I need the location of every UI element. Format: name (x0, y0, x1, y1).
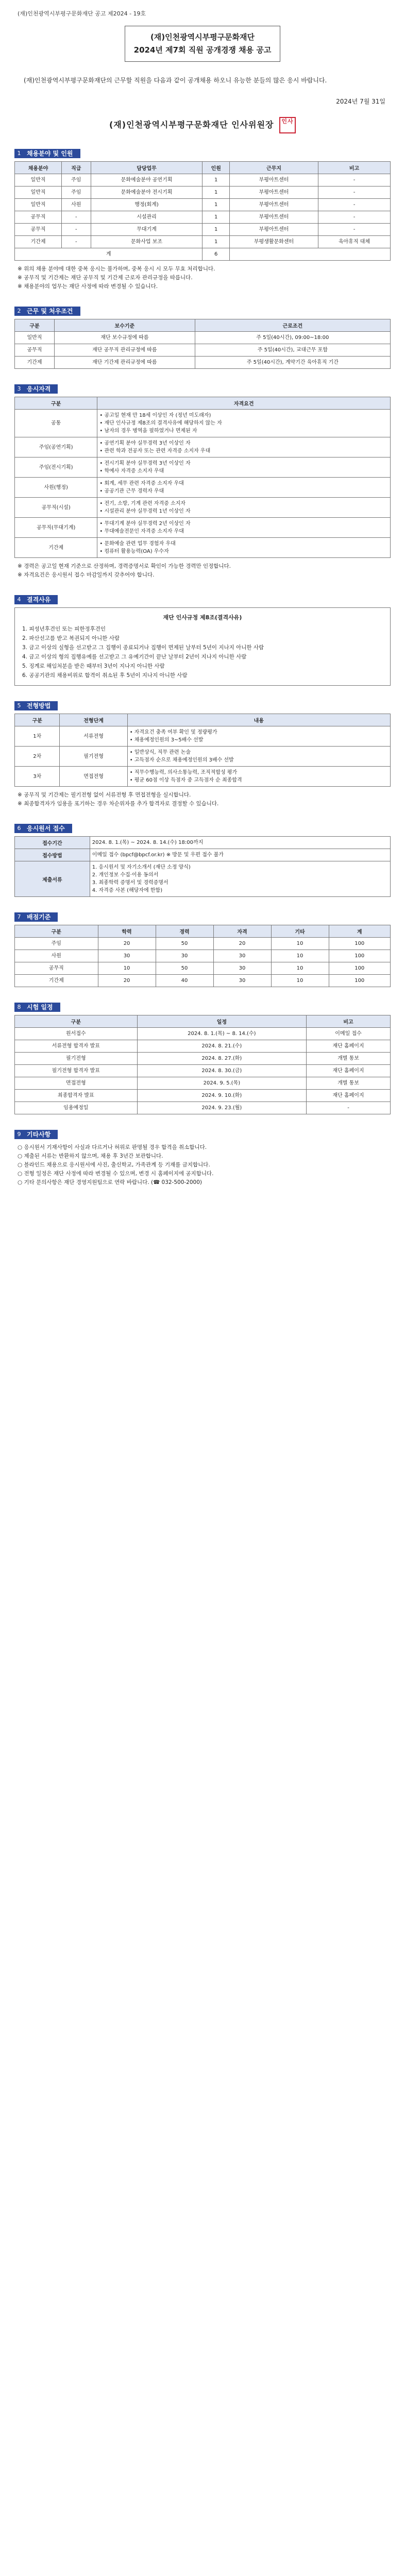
cell: 주임 (62, 174, 91, 187)
cell: 최종합격자 발표 (15, 1090, 138, 1102)
cell: 일반직 (15, 174, 62, 187)
cell: 공무직(무대기계) (15, 518, 97, 538)
table-row (15, 1028, 391, 1040)
table-row (15, 726, 391, 747)
section-number: 1 (14, 149, 24, 158)
cell: 100 (329, 962, 391, 975)
qual-notes (18, 562, 387, 580)
cell: 필기전형 합격자 발표 (15, 1065, 138, 1077)
cell: 2024. 9. 23.(월) (137, 1102, 306, 1114)
cell: 일반직 (15, 332, 55, 344)
cell: 개별 통보 (307, 1053, 391, 1065)
cell: 100 (329, 938, 391, 950)
note-line: ※ 경력은 공고일 현재 기준으로 산정하며, 경력증명서로 확인이 가능한 경력만 인정합니다. (18, 563, 231, 569)
table-row (15, 332, 391, 344)
note-line: ※ 최종합격자가 임용을 포기하는 경우 차순위자를 추가 합격자로 결정할 수 있습니다. (18, 801, 219, 807)
schedule-table (14, 1015, 391, 1114)
cell: 공무직 (15, 344, 55, 357)
cell: 사원(행정) (15, 478, 97, 498)
list-item: 3. 최종학력 증명서 및 경력증명서 (92, 880, 168, 886)
cell: 100 (329, 975, 391, 987)
table-row (15, 187, 391, 199)
table-row (15, 747, 391, 767)
note-line: ※ 위의 채용 분야에 대한 중복 응시는 불가하며, 중복 응시 시 모두 무효 처리합니다. (18, 266, 215, 272)
section-number: 5 (14, 701, 24, 710)
list-item: ○ 전형 일정은 재단 사정에 따라 변경될 수 있으며, 변경 시 홈페이지에 공지합니다. (18, 1171, 214, 1177)
table-row (15, 1102, 391, 1114)
cell: 주임 (15, 938, 98, 950)
list-item: 3. 금고 이상의 실형을 선고받고 그 집행이 종료되거나 집행이 면제된 날부터 5년이 지나지 아니한 사람 (22, 645, 264, 651)
cell: 부평아트센터 (229, 224, 318, 236)
table-row (15, 498, 391, 518)
cell: 40 (156, 975, 213, 987)
work-table (14, 319, 391, 369)
cell: • 회계, 세무 관련 자격증 소지자 우대 • 공공기관 근무 경력자 우대 (97, 478, 391, 498)
score-table (14, 925, 391, 987)
table-row (15, 1053, 391, 1065)
note-line: ※ 자격요건은 응시원서 접수 마감일까지 갖추어야 합니다. (18, 572, 155, 578)
list-item: 2. 파산선고를 받고 복권되지 아니한 사람 (22, 635, 120, 641)
cell: 10 (98, 962, 156, 975)
cell: 30 (213, 975, 271, 987)
section-number: 7 (14, 912, 24, 922)
cell: 재단 홈페이지 (307, 1065, 391, 1077)
cell: 20 (98, 975, 156, 987)
cell: 부평아트센터 (229, 187, 318, 199)
col-header: 비고 (307, 1015, 391, 1028)
section-header (14, 149, 391, 158)
table-row (15, 767, 391, 787)
method-table (14, 714, 391, 787)
cell: 원서접수 (15, 1028, 138, 1040)
cell: 10 (271, 950, 329, 962)
cell: 부평아트센터 (229, 174, 318, 187)
cell: 30 (156, 950, 213, 962)
cell: 계 (15, 248, 202, 261)
section-title: 기타사항 (24, 1130, 58, 1139)
intro-text: (재)인천광역시부평구문화재단의 근무할 직원을 다음과 같이 공개채용 하오니 유능한 분들의 많은 응시 바랍니다. (24, 77, 327, 84)
section-number: 4 (14, 595, 24, 604)
cell: 주임(전시기획) (15, 457, 97, 478)
cell: 주 5일(40시간), 09:00~18:00 (195, 332, 390, 344)
cell: 부평아트센터 (229, 211, 318, 224)
cell: 2024. 8. 21.(수) (137, 1040, 306, 1053)
title-org: (재)인천광역시부평구문화재단 (150, 32, 255, 42)
cell: 공무직 (15, 224, 62, 236)
cell: 재단 기간제 관리규정에 따름 (55, 357, 195, 369)
list-item: 6. 공공기관의 채용비위로 합격이 취소된 후 5년이 지나지 아니한 사람 (22, 672, 188, 679)
col-header: 자격 (213, 925, 271, 938)
col-header: 근로조건 (195, 319, 390, 332)
section-header (14, 912, 391, 922)
row-header: 접수기간 (15, 837, 90, 849)
table-row (15, 174, 391, 187)
list-item: ○ 응시원서 기재사항이 사실과 다르거나 허위로 판명될 경우 합격을 취소합니다. (18, 1144, 207, 1150)
cell: 무대기계 (91, 224, 202, 236)
table-row (15, 538, 391, 558)
cell: - (62, 224, 91, 236)
row-header: 제출서류 (15, 861, 90, 897)
table-row (15, 1090, 391, 1102)
list-item: 4. 금고 이상의 형의 집행유예를 선고받고 그 유예기간이 끝난 날부터 2년이 지나지 아니한 사람 (22, 654, 247, 660)
cell: 100 (329, 950, 391, 962)
cell: 개별 통보 (307, 1077, 391, 1090)
note-line: ※ 채용분야의 업무는 재단 사정에 따라 변경될 수 있습니다. (18, 283, 158, 290)
list-item: ○ 제출된 서류는 반환하지 않으며, 채용 후 3년간 보관합니다. (18, 1153, 163, 1159)
cell: - (318, 199, 391, 211)
table-row (15, 837, 391, 849)
cell: 30 (213, 962, 271, 975)
note-line: ※ 공무직 및 기간제는 필기전형 없이 서류전형 후 면접전형을 실시합니다. (18, 792, 191, 798)
table-row (15, 1077, 391, 1090)
section-title: 배점기준 (24, 912, 58, 922)
cell: 사원 (62, 199, 91, 211)
cell: • 문화예술 관련 업무 경험자 우대 • 컴퓨터 활용능력(OA) 우수자 (97, 538, 391, 558)
list-item: 1. 피성년후견인 또는 피한정후견인 (22, 626, 106, 632)
section-title: 응시원서 접수 (24, 824, 72, 833)
cell: 주 5일(40시간), 계약기간 육아휴직 기간 (195, 357, 390, 369)
col-header: 자격요건 (97, 397, 391, 410)
cell: • 무대기계 분야 실무경력 2년 이상인 자 • 무대예술전문인 자격증 소지자 우대 (97, 518, 391, 538)
col-header: 구분 (15, 925, 98, 938)
section-title: 채용분야 및 인원 (24, 149, 80, 158)
cell: 1 (202, 224, 230, 236)
method-notes (18, 791, 387, 808)
cell: 1 (202, 187, 230, 199)
cell: 2024. 8. 1.(목) ~ 8. 14.(수) (137, 1028, 306, 1040)
table-row (15, 344, 391, 357)
row-header: 접수방법 (15, 849, 90, 861)
cell: 행정(회계) (91, 199, 202, 211)
section-number: 6 (14, 824, 24, 833)
table-row (15, 849, 391, 861)
cell: - (318, 211, 391, 224)
cell: 2024. 9. 5.(목) (137, 1077, 306, 1090)
cell: 주임 (62, 187, 91, 199)
cell: 1 (202, 236, 230, 248)
cell: 공무직(시설) (15, 498, 97, 518)
cell: • 자격요건 충족 여부 확인 및 정량평가 • 채용예정인원의 3~5배수 선발 (127, 726, 390, 747)
cell: 재단 홈페이지 (307, 1040, 391, 1053)
col-header: 인원 (202, 162, 230, 174)
cell: 문화예술분야 공연기획 (91, 174, 202, 187)
cell: • 직무수행능력, 의사소통능력, 조직적합성 평가 • 평균 60점 이상 득점자 중 고득점자 순 최종합격 (127, 767, 390, 787)
table-row (15, 938, 391, 950)
cell: 시설관리 (91, 211, 202, 224)
cell (90, 861, 390, 897)
cell: 20 (98, 938, 156, 950)
cell: • 공연기획 분야 실무경력 3년 이상인 자 • 관련 학과 전공자 또는 관련 자격증 소지자 우대 (97, 437, 391, 457)
cell: 서류전형 (60, 726, 127, 747)
cell: 부평아트센터 (229, 199, 318, 211)
section-number: 3 (14, 384, 24, 394)
col-header: 일정 (137, 1015, 306, 1028)
cell: 2차 (15, 747, 60, 767)
cell: 주임(공연기획) (15, 437, 97, 457)
total-row (15, 248, 391, 261)
cell: 10 (271, 962, 329, 975)
cell: 공무직 (15, 211, 62, 224)
cell: - (62, 211, 91, 224)
table-row (15, 224, 391, 236)
cell: 10 (271, 975, 329, 987)
col-header: 학력 (98, 925, 156, 938)
cell: 기간제 (15, 357, 55, 369)
issuer-name: (재)인천광역시부평구문화재단 인사위원장 (109, 120, 274, 130)
cell: - (62, 236, 91, 248)
section-header (14, 595, 391, 604)
cell: 1 (202, 199, 230, 211)
notice-date: 2024년 7월 31일 (336, 98, 385, 105)
recruit-notes (18, 265, 387, 291)
cell: • 전시기획 분야 실무경력 3년 이상인 자 • 학예사 자격증 소지자 우대 (97, 457, 391, 478)
col-header: 구분 (15, 714, 60, 726)
cell: 문화예술분야 전시기획 (91, 187, 202, 199)
table-row (15, 199, 391, 211)
cell: 일반직 (15, 187, 62, 199)
col-header: 채용분야 (15, 162, 62, 174)
cell: 1 (202, 211, 230, 224)
cell: • 전기, 소방, 기계 관련 자격증 소지자 • 시설관리 분야 실무경력 1년 이상인 자 (97, 498, 391, 518)
etc-list (18, 1143, 387, 1187)
cell: 재단 공무직 관리규정에 따름 (55, 344, 195, 357)
cell: - (307, 1102, 391, 1114)
section-header (14, 307, 391, 316)
notice-number: (재)인천광역시부평구문화재단 공고 제2024 - 19호 (18, 10, 146, 17)
cell: 공통 (15, 410, 97, 437)
col-header: 기타 (271, 925, 329, 938)
cell: • 공고일 현재 만 18세 이상인 자 (정년 미도래자) • 재단 인사규정 제8조의 결격사유에 해당하지 않는 자 • 남자의 경우 병역을 필하였거나 면제된 자 (97, 410, 391, 437)
cell: • 일반상식, 직무 관련 논술 • 고득점자 순으로 채용예정인원의 3배수 선발 (127, 747, 390, 767)
cell: 10 (271, 938, 329, 950)
cell: 1 (202, 174, 230, 187)
notice-page (14, 0, 391, 1202)
table-row (15, 211, 391, 224)
col-header: 직급 (62, 162, 91, 174)
section-number: 9 (14, 1130, 24, 1139)
col-header: 전형단계 (60, 714, 127, 726)
cell: 20 (213, 938, 271, 950)
cell: 50 (156, 962, 213, 975)
cell: 재단 홈페이지 (307, 1090, 391, 1102)
cell: 1차 (15, 726, 60, 747)
box-title: 재단 인사규정 제8조(결격사유) (163, 614, 242, 621)
list-item: 2. 개인정보 수집·이용 동의서 (92, 872, 159, 878)
cell: 이메일 접수 (bpcf@bpcf.or.kr) ※ 방문 및 우편 접수 불가 (90, 849, 390, 861)
cell: 주 5일(40시간), 교대근무 포함 (195, 344, 390, 357)
cell (229, 248, 390, 261)
table-row (15, 478, 391, 498)
table-row (15, 950, 391, 962)
list-item: 1. 응시원서 및 자기소개서 (재단 소정 양식) (92, 865, 191, 870)
cell: 2024. 8. 30.(금) (137, 1065, 306, 1077)
section-header (14, 701, 391, 710)
table-row (15, 861, 391, 897)
table-row (15, 1065, 391, 1077)
cell: 사원 (15, 950, 98, 962)
cell: 필기전형 (60, 747, 127, 767)
table-row (15, 1040, 391, 1053)
note-line: ※ 공무직 및 기간제는 재단 공무직 및 기간제 근로자 관리규정을 따릅니다. (18, 275, 193, 281)
table-row (15, 962, 391, 975)
cell: 기간제 (15, 975, 98, 987)
cell: 6 (202, 248, 230, 261)
section-title: 근무 및 처우조건 (24, 307, 80, 316)
cell: 문화사업 보조 (91, 236, 202, 248)
cell: - (318, 174, 391, 187)
apply-table (14, 836, 391, 897)
cell: 일반직 (15, 199, 62, 211)
title-box (125, 26, 280, 62)
section-title: 시험 일정 (24, 1003, 60, 1012)
qualification-table (14, 397, 391, 558)
list-item: ○ 기타 문의사항은 재단 경영지원팀으로 연락 바랍니다. (☎ 032-500-2000) (18, 1179, 202, 1185)
section-title: 응시자격 (24, 384, 58, 394)
disqualification-box (14, 607, 391, 686)
issuer (14, 117, 391, 133)
list-item: ○ 블라인드 채용으로 응시원서에 사진, 출신학교, 가족관계 등 기재를 금지합니다. (18, 1162, 210, 1168)
table-row (15, 457, 391, 478)
col-header: 내용 (127, 714, 390, 726)
cell: 재단 보수규정에 따름 (55, 332, 195, 344)
cell: 면접전형 (60, 767, 127, 787)
col-header: 구분 (15, 319, 55, 332)
list-item: 5. 징계로 해임처분을 받은 때부터 3년이 지나지 아니한 사람 (22, 663, 165, 669)
col-header: 구분 (15, 1015, 138, 1028)
section-header (14, 1003, 391, 1012)
list-item: 4. 자격증 사본 (해당자에 한함) (92, 888, 163, 893)
cell: 2024. 8. 1.(목) ~ 2024. 8. 14.(수) 18:00까지 (90, 837, 390, 849)
cell: 필기전형 (15, 1053, 138, 1065)
col-header: 비고 (318, 162, 391, 174)
cell: 기간제 (15, 236, 62, 248)
col-header: 계 (329, 925, 391, 938)
section-header (14, 824, 391, 833)
table-row (15, 518, 391, 538)
table-row (15, 357, 391, 369)
cell: 공무직 (15, 962, 98, 975)
cell: 2024. 9. 10.(화) (137, 1090, 306, 1102)
col-header: 경력 (156, 925, 213, 938)
cell: 3차 (15, 767, 60, 787)
title-main: 2024년 제7회 직원 공개경쟁 채용 공고 (133, 45, 272, 55)
section-number: 8 (14, 1003, 24, 1012)
section-header (14, 1130, 391, 1139)
cell: 30 (98, 950, 156, 962)
cell: 육아휴직 대체 (318, 236, 391, 248)
cell: - (318, 187, 391, 199)
cell: 50 (156, 938, 213, 950)
cell: 2024. 8. 27.(화) (137, 1053, 306, 1065)
cell: 부평생활문화센터 (229, 236, 318, 248)
table-row (15, 410, 391, 437)
recruit-table (14, 161, 391, 261)
section-header (14, 384, 391, 394)
table-row (15, 437, 391, 457)
col-header: 보수기준 (55, 319, 195, 332)
table-row (15, 236, 391, 248)
section-title: 전형방법 (24, 701, 58, 710)
cell: 이메일 접수 (307, 1028, 391, 1040)
cell: 면접전형 (15, 1077, 138, 1090)
col-header: 근무지 (229, 162, 318, 174)
table-row (15, 975, 391, 987)
section-number: 2 (14, 307, 24, 316)
col-header: 구분 (15, 397, 97, 410)
cell: 기간제 (15, 538, 97, 558)
col-header: 담당업무 (91, 162, 202, 174)
official-seal: 인사 (279, 117, 296, 133)
cell: 임용예정일 (15, 1102, 138, 1114)
cell: 30 (213, 950, 271, 962)
cell: - (318, 224, 391, 236)
section-title: 결격사유 (24, 595, 58, 604)
cell: 서류전형 합격자 발표 (15, 1040, 138, 1053)
